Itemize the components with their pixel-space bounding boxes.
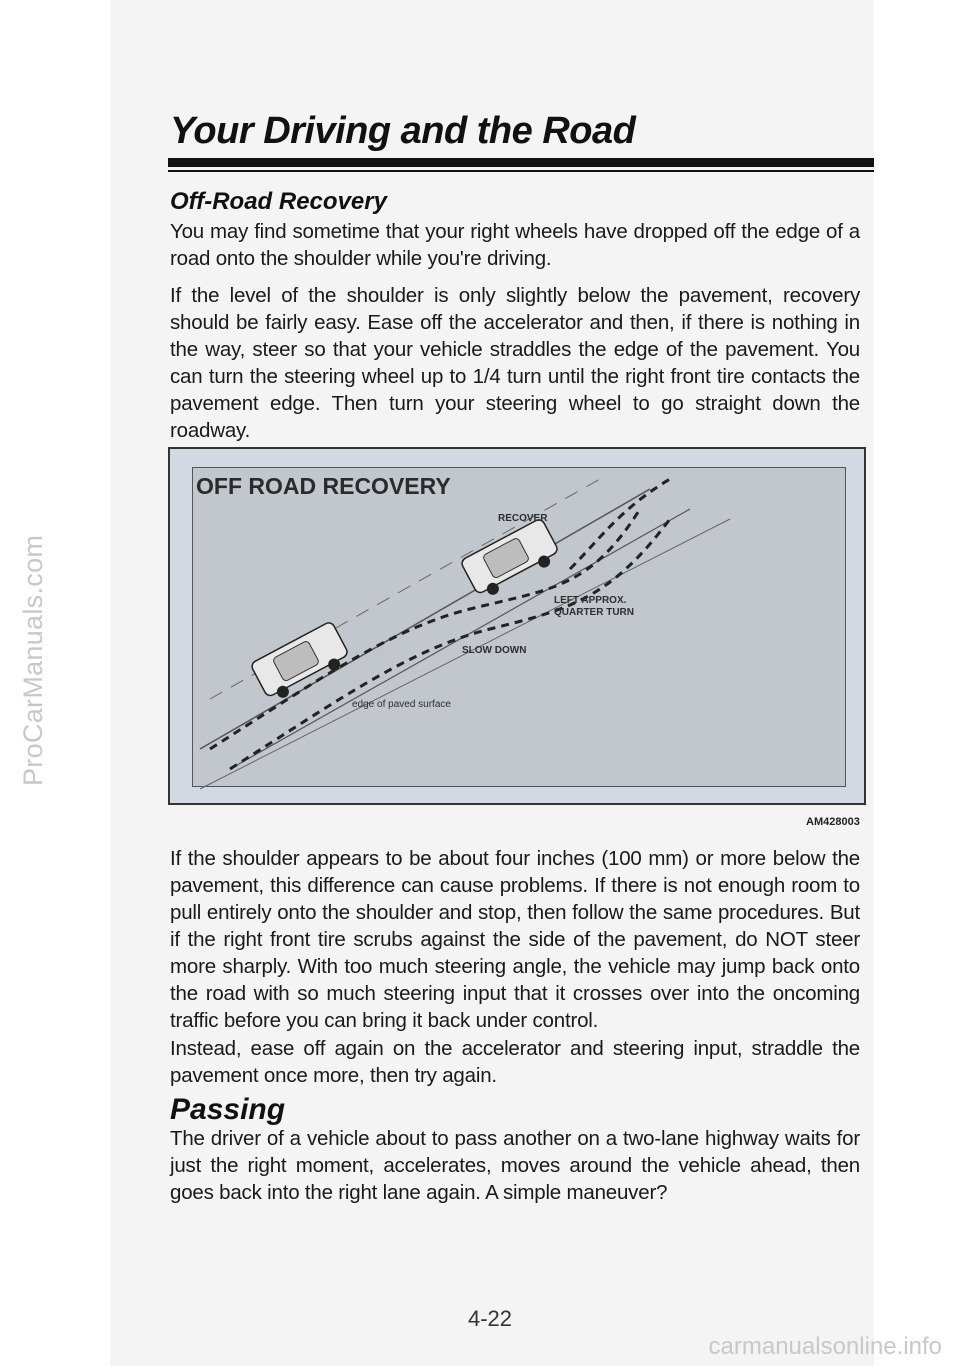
recover-arrow	[570, 479, 670, 569]
off-road-recovery-illustration	[168, 447, 866, 805]
label-pavement-edge: edge of paved surface	[352, 699, 451, 710]
label-left-turn-line1: LEFT APPROX.	[554, 595, 627, 606]
bottom-watermark: carmanualsonline.info	[708, 1333, 942, 1360]
page-number: 4-22	[468, 1306, 513, 1331]
off-road-heading: Off-Road Recovery	[170, 188, 387, 215]
label-slow-down: SLOW DOWN	[462, 645, 527, 656]
label-left-turn-line2: QUARTER TURN	[554, 607, 634, 618]
side-watermark: ProCarManuals.com	[18, 534, 48, 786]
figure-code: AM428003	[806, 816, 860, 828]
illustration-title: OFF ROAD RECOVERY	[196, 473, 451, 499]
title-rule-thick	[168, 158, 874, 167]
label-recover: RECOVER	[498, 513, 548, 524]
section-title: Your Driving and the Road	[170, 110, 636, 152]
off-road-paragraph-1: You may find sometime that your right wheels have dropped off the edge of a road onto the shoulder while you're driving.	[170, 220, 860, 270]
passing-paragraph-1: The driver of a vehicle about to pass another on a two-lane highway waits for just the right moment, accelerates, moves around the vehicle ahead, then goes back into the right lane again. A simple maneuver?	[170, 1127, 860, 1204]
path-arrow-1	[210, 509, 640, 749]
title-rule-thin	[168, 170, 874, 172]
off-road-paragraph-2: If the level of the shoulder is only slightly below the pavement, recovery should be fairly easy. Ease off the accelerator and then, if there is nothing in the way, steer so that your vehicle straddles the edge of the pavement. You can turn the steering wheel up to 1/4 turn until the right front tire contacts the pavement edge. Then turn your steering wheel to go straight down the roadway.	[170, 284, 860, 442]
road-diagram	[170, 449, 866, 805]
passing-heading: Passing	[170, 1093, 286, 1126]
car-rear	[250, 621, 353, 705]
off-road-paragraph-4: Instead, ease off again on the accelerator and steering input, straddle the pavement once more, then try again.	[170, 1037, 860, 1087]
off-road-paragraph-3: If the shoulder appears to be about four inches (100 mm) or more below the pavement, this difference can cause problems. If there is not enough room to pull entirely onto the shoulder and stop, then follow the same procedures. But if the right front tire scrubs against the side of the pavement, do NOT steer more sharply. With too much steering angle, the vehicle may jump back onto the road with so much steering input that it crosses over into the oncoming traffic before you can bring it back under control.	[170, 847, 860, 1032]
